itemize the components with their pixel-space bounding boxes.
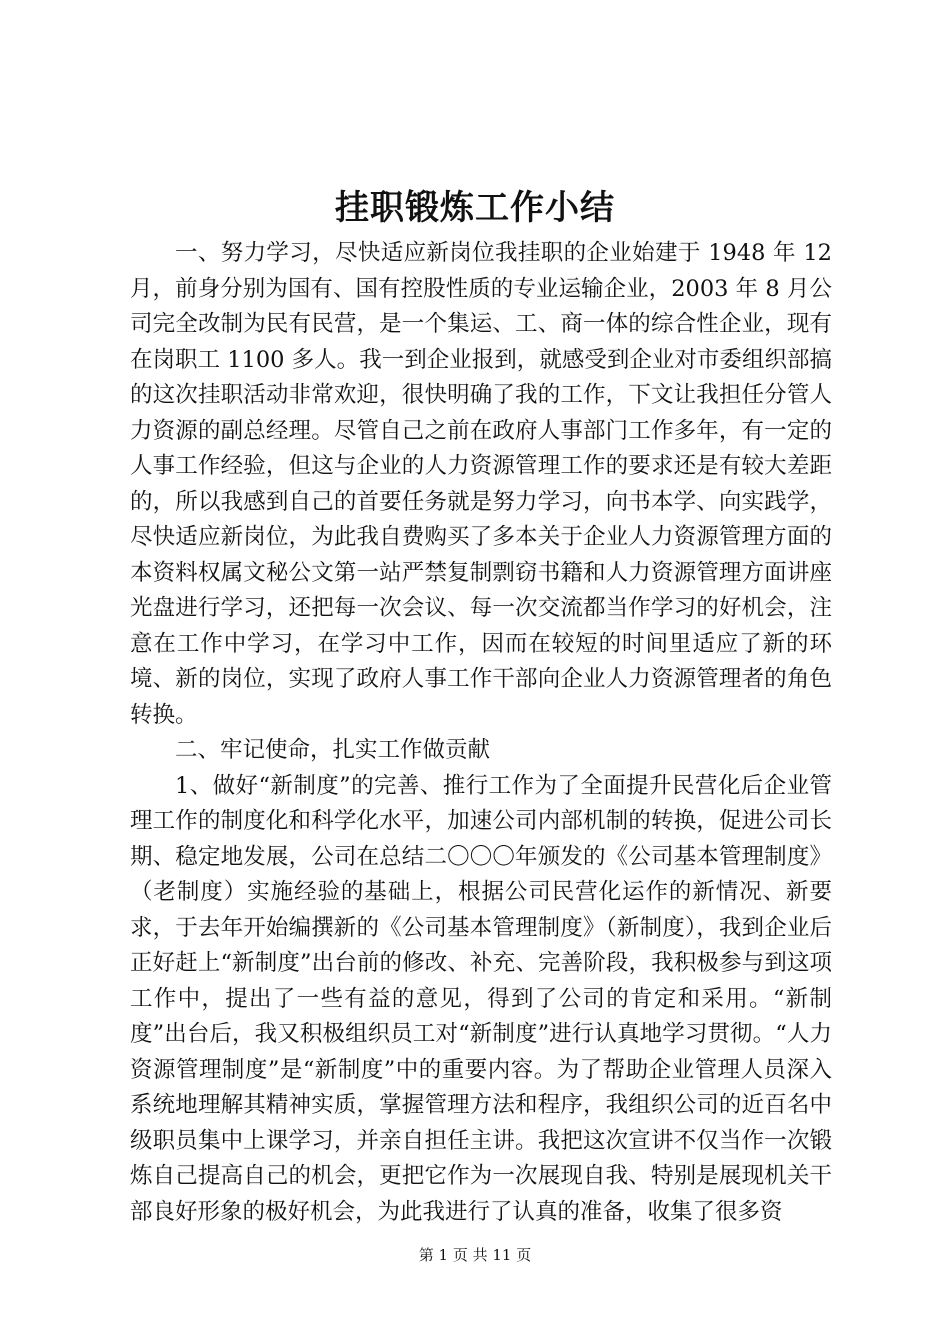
page-footer: 第 1 页 共 11 页 xyxy=(418,1246,532,1264)
paragraph-2-heading: 二、牢记使命，扎实工作做贡献 xyxy=(175,737,491,763)
document-title: 挂职锻炼工作小结 xyxy=(335,188,615,228)
paragraph-3: 1、做好“新制度”的完善、推行工作为了全面提升民营化后企业管理工作的制度化和科学化水平，加速公司内部机制的转换，促进公司长期、稳定地发展，公司在总结二〇〇〇年颁发的《公司基本管理制度》（老制度）实施经验的基础上，根据公司民营化运作的新情况、新要求，于去年开始编撰新的《公司基本管理制度》（新制度），我到企业后正好赶上“新制度”出台前的修改、补充、完善阶段，我积极参与到这项工作中，提出了一些有益的意见，得到了公司的肯定和采用。“新制度”出台后，我又积极组织员工对“新制度”进行认真地学习贯彻。“人力资源管理制度”是“新制度”中的重要内容。为了帮助企业管理人员深入系统地理解其精神实质，掌握管理方法和程序，我组织公司的近百名中级职员集中上课学习，并亲自担任主讲。我把这次宣讲不仅当作一次锻炼自己提高自己的机会，更把它作为一次展现自我、特别是展现机关干部良好形象的极好机会，为此我进行了认真的准备，收集了很多资 xyxy=(130,772,832,1225)
document-body xyxy=(130,236,832,1230)
paragraph-1: 一、努力学习，尽快适应新岗位我挂职的企业始建于 1948 年 12 月，前身分别为国有、国有控股性质的专业运输企业，2003 年 8 月公司完全改制为民有民营，是一个集运、工、商一体的综合性企业，现有在岗职工 1100 多人。我一到企业报到，就感受到企业对市委组织部搞的这次挂职活动非常欢迎，很快明确了我的工作，下文让我担任分管人力资源的副总经理。尽管自己之前在政府人事部门工作多年，有一定的人事工作经验，但这与企业的人力资源管理工作的要求还是有较大差距的，所以我感到自己的首要任务就是努力学习，向书本学、向实践学，尽快适应新岗位，为此我自费购买了多本关于企业人力资源管理方面的本资料权属文秘公文第一站严禁复制剽窃书籍和人力资源管理方面讲座光盘进行学习，还把每一次会议、每一次交流都当作学习的好机会，注意在工作中学习，在学习中工作，因而在较短的时间里适应了新的环境、新的岗位，实现了政府人事工作干部向企业人力资源管理者的角色转换。 xyxy=(130,240,832,728)
